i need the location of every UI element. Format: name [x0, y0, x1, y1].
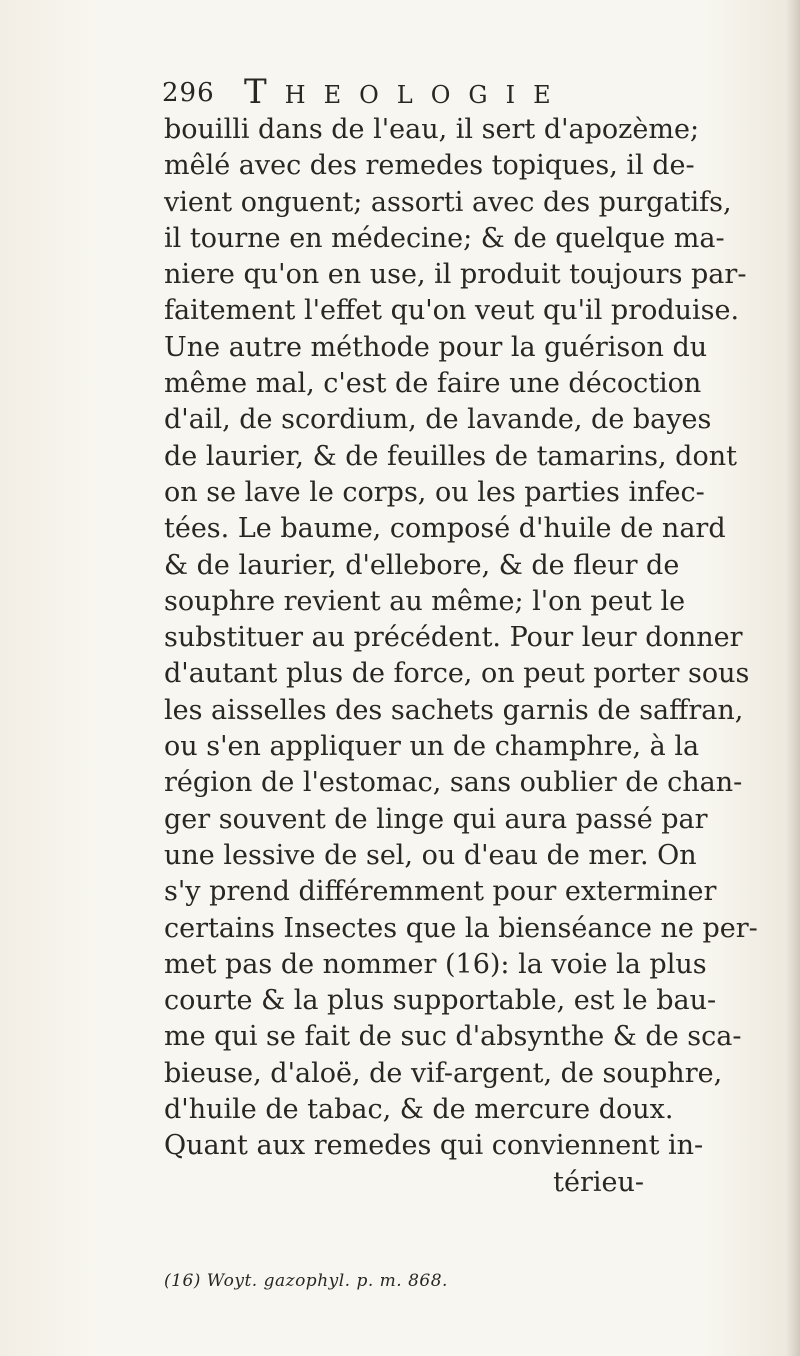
text-line: courte & la plus supportable, est le bau-: [164, 985, 717, 1017]
text-line: bieuse, d'aloë, de vif-argent, de souphre,: [164, 1057, 723, 1089]
text-line: met pas de nommer (16): la voie la plus: [164, 948, 707, 980]
text-line: niere qu'on en use, il produit toujours par-: [164, 259, 747, 291]
text-line: & de laurier, d'ellebore, & de fleur de: [164, 549, 680, 581]
text-line: me qui se fait de suc d'absynthe & de sca-: [164, 1021, 742, 1053]
text-line: d'huile de tabac, & de mercure doux.: [164, 1094, 674, 1126]
text-line: d'ail, de scordium, de lavande, de bayes: [164, 404, 712, 436]
text-line: de laurier, & de feuilles de tamarins, dont: [164, 440, 737, 472]
text-line: Une autre méthode pour la guérison du: [164, 331, 708, 363]
text-line: certains Insectes que la bienséance ne per-: [164, 912, 758, 944]
text-line: les aisselles des sachets garnis de saffran,: [164, 694, 744, 726]
text-line: substituer au précédent. Pour leur donner: [164, 622, 743, 654]
text-line: tées. Le baume, composé d'huile de nard: [164, 513, 726, 545]
text-line: vient onguent; assorti avec des purgatifs,: [164, 186, 732, 218]
text-line: d'autant plus de force, on peut porter sous: [164, 658, 750, 690]
running-title: Theologie: [244, 72, 569, 112]
text-line: mêlé avec des remedes topiques, il de-: [164, 150, 695, 182]
body-text: [164, 112, 758, 1201]
catchword: térieu-: [553, 1166, 644, 1198]
text-line: ger souvent de linge qui aura passé par: [164, 803, 708, 835]
text-line: souphre revient au même; l'on peut le: [164, 585, 686, 617]
text-line: s'y prend différemment pour exterminer: [164, 876, 717, 908]
text-line: on se lave le corps, ou les parties infec-: [164, 476, 705, 508]
page-edge-shadow: [786, 0, 800, 1356]
page-number: 296: [162, 78, 215, 108]
text-line: ou s'en appliquer un de champhre, à la: [164, 731, 700, 763]
footnote: (16) Woyt. gazophyl. p. m. 868.: [164, 1271, 448, 1291]
text-line: faitement l'effet qu'on veut qu'il produise.: [164, 295, 740, 327]
text-line: une lessive de sel, ou d'eau de mer. On: [164, 839, 697, 871]
page-header: [162, 72, 622, 112]
text-line: même mal, c'est de faire une décoction: [164, 368, 702, 400]
text-line: Quant aux remedes qui conviennent in-: [164, 1130, 704, 1162]
text-line: bouilli dans de l'eau, il sert d'apozème;: [164, 114, 700, 145]
text-line: région de l'estomac, sans oublier de chan-: [164, 767, 743, 799]
text-line: il tourne en médecine; & de quelque ma-: [164, 222, 725, 254]
